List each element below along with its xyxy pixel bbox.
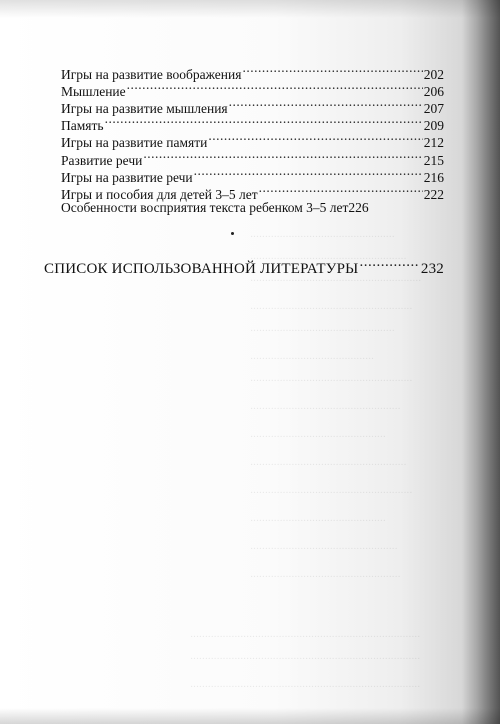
toc-entry-page: 222 — [423, 187, 444, 202]
bleed-through-text: .............................................................................. — [190, 650, 421, 662]
toc-leader-dots — [194, 166, 423, 182]
toc-leader-dots — [229, 97, 423, 113]
bleed-through-text: ....................................................... — [250, 484, 413, 496]
bleed-through-text: .............................................................................. — [190, 678, 421, 690]
toc-heading-page: 232 — [420, 261, 444, 277]
toc-entry-page: 226 — [348, 200, 369, 215]
bleed-through-text: .......................................... — [250, 350, 374, 362]
bleed-through-text: ....................................................... — [250, 300, 413, 312]
toc-entry-page: 215 — [423, 153, 444, 168]
toc-heading — [44, 257, 444, 277]
toc-entry-title: Особенности восприятия текста ребенком 3–5 лет — [61, 200, 349, 215]
bleed-through-text: ................................................... — [250, 400, 401, 412]
bleed-through-text: .............................................. — [250, 428, 386, 440]
toc-leader-dots — [359, 257, 419, 273]
toc-entry-title: Игры и пособия для детей 3–5 лет — [61, 187, 258, 202]
bleed-through-text: .............................................. — [250, 512, 386, 524]
print-speck — [231, 232, 234, 235]
toc-heading-title: СПИСОК ИСПОЛЬЗОВАННОЙ ЛИТЕРАТУРЫ — [44, 261, 359, 277]
page-shadow-spine — [462, 0, 500, 724]
bleed-through-text: ....................................................... — [250, 372, 413, 384]
page-shadow-top — [0, 0, 500, 18]
toc-entry — [61, 131, 444, 151]
toc-entry — [61, 200, 444, 216]
toc-entry-title: Игры на развитие воображения — [61, 67, 242, 82]
toc-entry-page: 216 — [423, 170, 444, 185]
toc-entry-page: 206 — [423, 84, 444, 99]
bleed-through-text: ................................................... — [250, 568, 401, 580]
toc-entry-page: 207 — [423, 101, 444, 116]
page-shadow-bottom — [0, 708, 500, 724]
toc-entry-title: Игры на развитие памяти — [61, 135, 208, 150]
bleed-through-text: ..................................................... — [250, 250, 407, 262]
bleed-through-text: .............................................................................. — [190, 628, 421, 640]
toc-entry-title: Игры на развитие мышления — [61, 101, 228, 116]
toc-entry-title: Мышление — [61, 84, 126, 99]
bleed-through-text: ..................................................... — [250, 456, 407, 468]
bleed-through-text: .......................................................... — [250, 272, 422, 284]
bleed-through-text: ................................................. — [250, 228, 395, 240]
bleed-through-text: .................................................. — [250, 540, 398, 552]
toc-leader-dots — [105, 114, 423, 130]
toc-entry-page: 212 — [423, 135, 444, 150]
bleed-through-text: ................................................. — [250, 322, 395, 334]
toc-leader-dots — [208, 131, 422, 147]
toc-entry-page: 209 — [423, 118, 444, 133]
toc-entry-title: Память — [61, 118, 104, 133]
toc-entry-title: Игры на развитие речи — [61, 170, 193, 185]
toc-entry-title: Развитие речи — [61, 153, 143, 168]
toc-entry-page: 202 — [423, 67, 444, 82]
toc-leader-dots — [242, 63, 422, 79]
toc-leader-dots — [259, 183, 423, 199]
toc-leader-dots — [143, 149, 422, 165]
toc-leader-dots — [127, 80, 423, 96]
